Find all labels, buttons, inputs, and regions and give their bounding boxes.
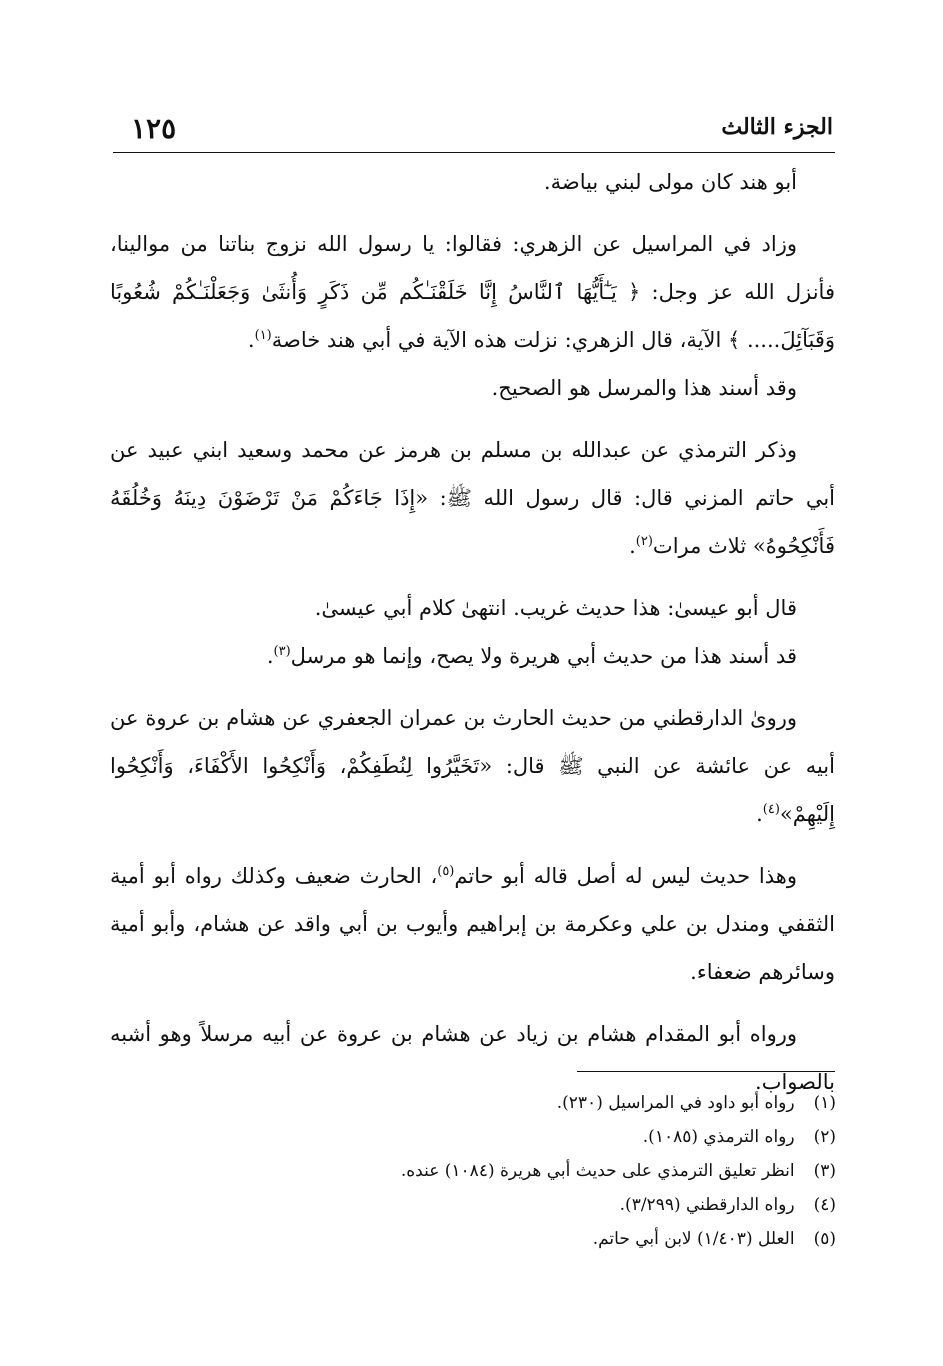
footnote-text: رواه الترمذي (١٠٨٥). (642, 1127, 795, 1147)
paragraph-3: وقد أسند هذا والمرسل هو الصحيح. (491, 376, 797, 400)
paragraph-4-text: وذكر الترمذي عن عبدالله بن مسلم بن هرمز عن محمد وسعيد ابني عبيد عن أبي حاتم المزني قال: قال رسول الله ﷺ: «إِذَا جَاءَكُمْ مَنْ تَرْضَوْنَ دِينَهُ وَخُلُقَهُ فَأَنْكِحُوهُ» ثلاث مرات (110, 438, 835, 558)
footnote-item (200, 1154, 836, 1188)
body-text (110, 158, 835, 1106)
footnote-item (200, 1222, 836, 1256)
paragraph-2-text: وزاد في المراسيل عن الزهري: فقالوا: يا رسول الله نزوج بناتنا من موالينا، فأنزل الله عز وجل: ﴿ يَـٰٓأَيُّهَا ٱلنَّاسُ إِنَّا خَلَقْنَـٰكُم مِّن ذَكَرٍ وَأُنثَىٰ وَجَعَلْنَـٰكُمْ شُعُوبًا وَقَبَآئِلَ..... ﴾ الآية، قال الزهري: نزلت هذه الآية في أبي هند خاصة (110, 232, 835, 352)
paragraph-8-text: وهذا حديث ليس له أصل قاله أبو حاتم (454, 864, 797, 888)
footnotes (200, 1086, 836, 1256)
page-number: ١٢٥ (131, 112, 177, 145)
paragraph-1: أبو هند كان مولى لبني بياضة. (543, 170, 797, 194)
paragraph-8 (110, 852, 835, 996)
footnote-marker: (٥) (813, 1229, 836, 1249)
footnote-rule (577, 1071, 835, 1072)
paragraph-4-end: . (629, 534, 636, 558)
paragraph-7-end: . (756, 802, 763, 826)
footnote-text: رواه الدارقطني (٣/٢٩٩). (619, 1195, 795, 1215)
header-rule (113, 152, 835, 153)
paragraph-6-text: قد أسند هذا من حديث أبي هريرة ولا يصح، وإنما هو مرسل (290, 644, 797, 668)
paragraph-9: ورواه أبو المقدام هشام بن زياد عن هشام بن عروة عن أبيه مرسلاً وهو أشبه بالصواب. (110, 1022, 835, 1094)
footnote-marker: (٣) (813, 1161, 836, 1181)
paragraph-4 (110, 426, 835, 570)
paragraph-8-rest: ، الحارث ضعيف وكذلك رواه أبو أمية الثقفي ومندل بن علي وعكرمة بن إبراهيم وأيوب بن أبي واقد عن هشام، وأبو أمية وسائرهم ضعفاء. (110, 864, 835, 984)
footnote-marker: (٤) (813, 1195, 836, 1215)
paragraph-6 (110, 632, 835, 680)
page-header (113, 108, 833, 148)
paragraph-7-text: ورویٰ الدارقطني من حديث الحارث بن عمران الجعفري عن هشام بن عروة عن أبيه عن عائشة عن النبي ﷺ قال: «تَخَيَّرُوا لِنُطَفِكُمْ، وَأَنْكِحُوا الأَكْفَاءَ، وَأَنْكِحُوا إِلَيْهِمْ» (110, 706, 835, 826)
paragraph-2-end: . (247, 328, 255, 352)
footnote-ref-4: (٤) (762, 802, 780, 817)
footnote-text: رواه أبو داود في المراسيل (٢٣٠). (556, 1093, 795, 1113)
footnote-ref-3: (٣) (273, 644, 291, 659)
paragraph-5: قال أبو عيسىٰ: هذا حديث غريب. انتهىٰ كلام أبي عيسىٰ. (314, 596, 797, 620)
footnote-ref-5: (٥) (437, 864, 455, 879)
footnote-ref-2: (٢) (635, 534, 653, 549)
footnote-marker: (١) (813, 1093, 836, 1113)
paragraph-7 (110, 694, 835, 838)
paragraph-6-end: . (266, 644, 274, 668)
footnote-item (200, 1188, 836, 1222)
footnote-marker: (٢) (813, 1127, 836, 1147)
footnote-item (200, 1120, 836, 1154)
footnote-text: العلل (١/٤٠٣) لابن أبي حاتم. (592, 1229, 795, 1249)
running-title: الجزء الثالث (721, 114, 833, 140)
footnote-ref-1: (١) (254, 328, 272, 343)
paragraph-2 (110, 220, 835, 364)
footnote-item (200, 1086, 836, 1120)
footnote-text: انظر تعليق الترمذي على حديث أبي هريرة (١٠٨٤) عنده. (400, 1161, 795, 1181)
